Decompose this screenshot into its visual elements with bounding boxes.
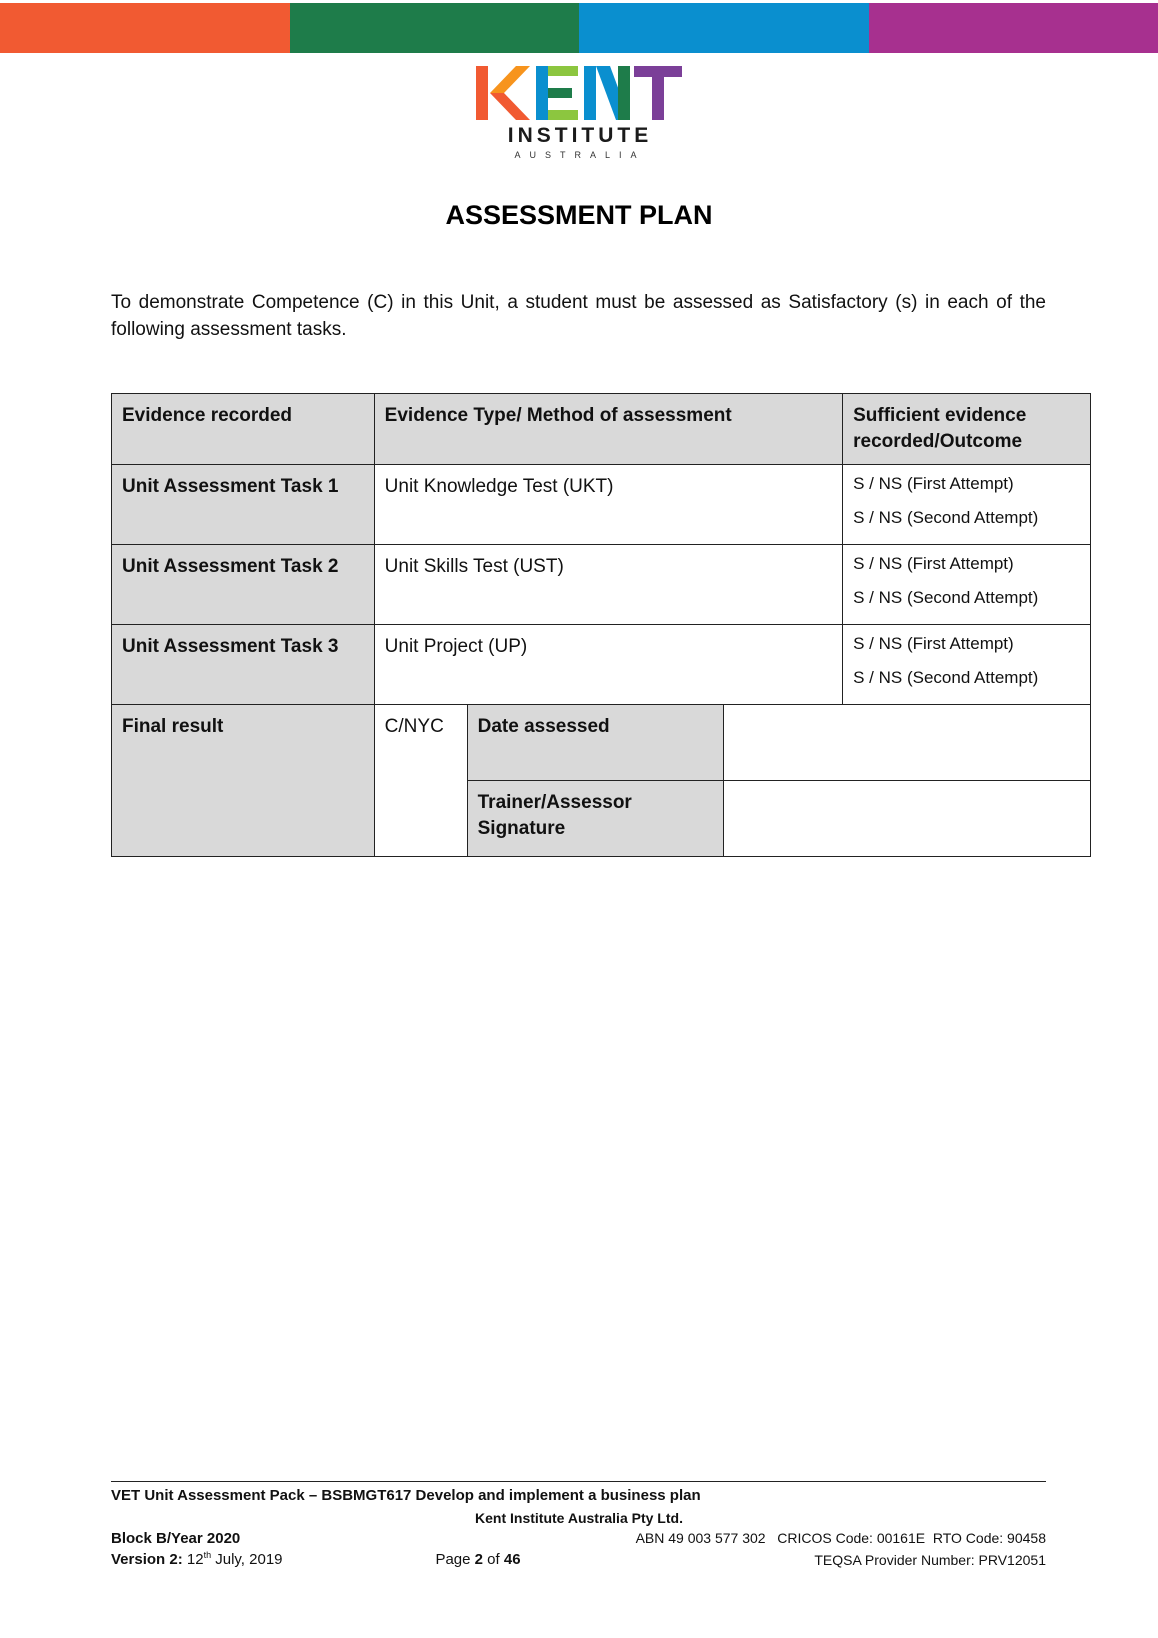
version-suffix: th <box>203 1550 212 1560</box>
second-attempt-text: S / NS (Second Attempt) <box>853 668 1039 687</box>
footer-company: Kent Institute Australia Pty Ltd. <box>475 1510 683 1526</box>
logo-institute-text: INSTITUTE <box>507 124 653 147</box>
logo-australia-text: AUSTRALIA <box>514 150 646 160</box>
assessment-plan-table <box>111 393 1091 857</box>
kent-institute-logo <box>470 64 690 164</box>
band-blue <box>579 3 869 53</box>
signature-label: Trainer/Assessor Signature <box>467 781 724 857</box>
footer-page-number <box>0 1551 956 1568</box>
page-current: 2 <box>474 1551 483 1568</box>
page-of: of <box>487 1551 500 1568</box>
footer-block: Block B/Year 2020 <box>111 1530 241 1547</box>
footer-teqsa: TEQSA Provider Number: PRV12051 <box>814 1552 1046 1568</box>
header-evidence: Evidence recorded <box>112 394 375 465</box>
version-day: 12 <box>186 1551 204 1568</box>
page-title: ASSESSMENT PLAN <box>445 200 713 230</box>
outcome-cell <box>843 545 1091 625</box>
page-prefix: Page <box>435 1551 471 1568</box>
task-cell: Unit Assessment Task 2 <box>112 545 375 625</box>
outcome-cell <box>843 625 1091 705</box>
method-cell: Unit Skills Test (UST) <box>374 545 842 625</box>
date-assessed-label: Date assessed <box>467 705 724 781</box>
header-method: Evidence Type/ Method of assessment <box>374 394 842 465</box>
final-result-value: C/NYC <box>374 705 467 857</box>
kent-wordmark-logo-icon <box>476 66 682 122</box>
header-outcome: Sufficient evidence recorded/Outcome <box>843 394 1091 465</box>
task-cell: Unit Assessment Task 1 <box>112 465 375 545</box>
version-label: Version 2: <box>111 1551 183 1568</box>
header-color-band <box>0 3 1158 53</box>
table-header-row <box>112 394 1091 465</box>
task-cell: Unit Assessment Task 3 <box>112 625 375 705</box>
footer-divider <box>111 1481 1046 1482</box>
outcome-cell <box>843 465 1091 545</box>
final-result-row <box>112 705 1091 781</box>
date-assessed-field[interactable] <box>724 705 1091 781</box>
footer-abn-codes: ABN 49 003 577 302 CRICOS Code: 00161E RTO Code: 90458 <box>635 1530 1046 1546</box>
page-total: 46 <box>503 1551 521 1568</box>
table-row <box>112 545 1091 625</box>
band-orange <box>0 3 290 53</box>
method-cell: Unit Knowledge Test (UKT) <box>374 465 842 545</box>
first-attempt-text: S / NS (First Attempt) <box>853 554 1014 573</box>
intro-paragraph: To demonstrate Competence (C) in this Unit, a student must be assessed as Satisfactory (s) in each of the following assessment tasks. <box>111 292 1046 340</box>
version-rest: July, 2019 <box>215 1551 283 1568</box>
footer-pack-title: VET Unit Assessment Pack – BSBMGT617 Develop and implement a business plan <box>111 1487 701 1504</box>
method-cell: Unit Project (UP) <box>374 625 842 705</box>
second-attempt-text: S / NS (Second Attempt) <box>853 508 1039 527</box>
first-attempt-text: S / NS (First Attempt) <box>853 634 1014 653</box>
second-attempt-text: S / NS (Second Attempt) <box>853 588 1039 607</box>
signature-field[interactable] <box>724 781 1091 857</box>
table-row <box>112 465 1091 545</box>
final-result-label: Final result <box>112 705 375 857</box>
band-purple <box>869 3 1158 53</box>
first-attempt-text: S / NS (First Attempt) <box>853 474 1014 493</box>
table-row <box>112 625 1091 705</box>
band-green <box>290 3 580 53</box>
